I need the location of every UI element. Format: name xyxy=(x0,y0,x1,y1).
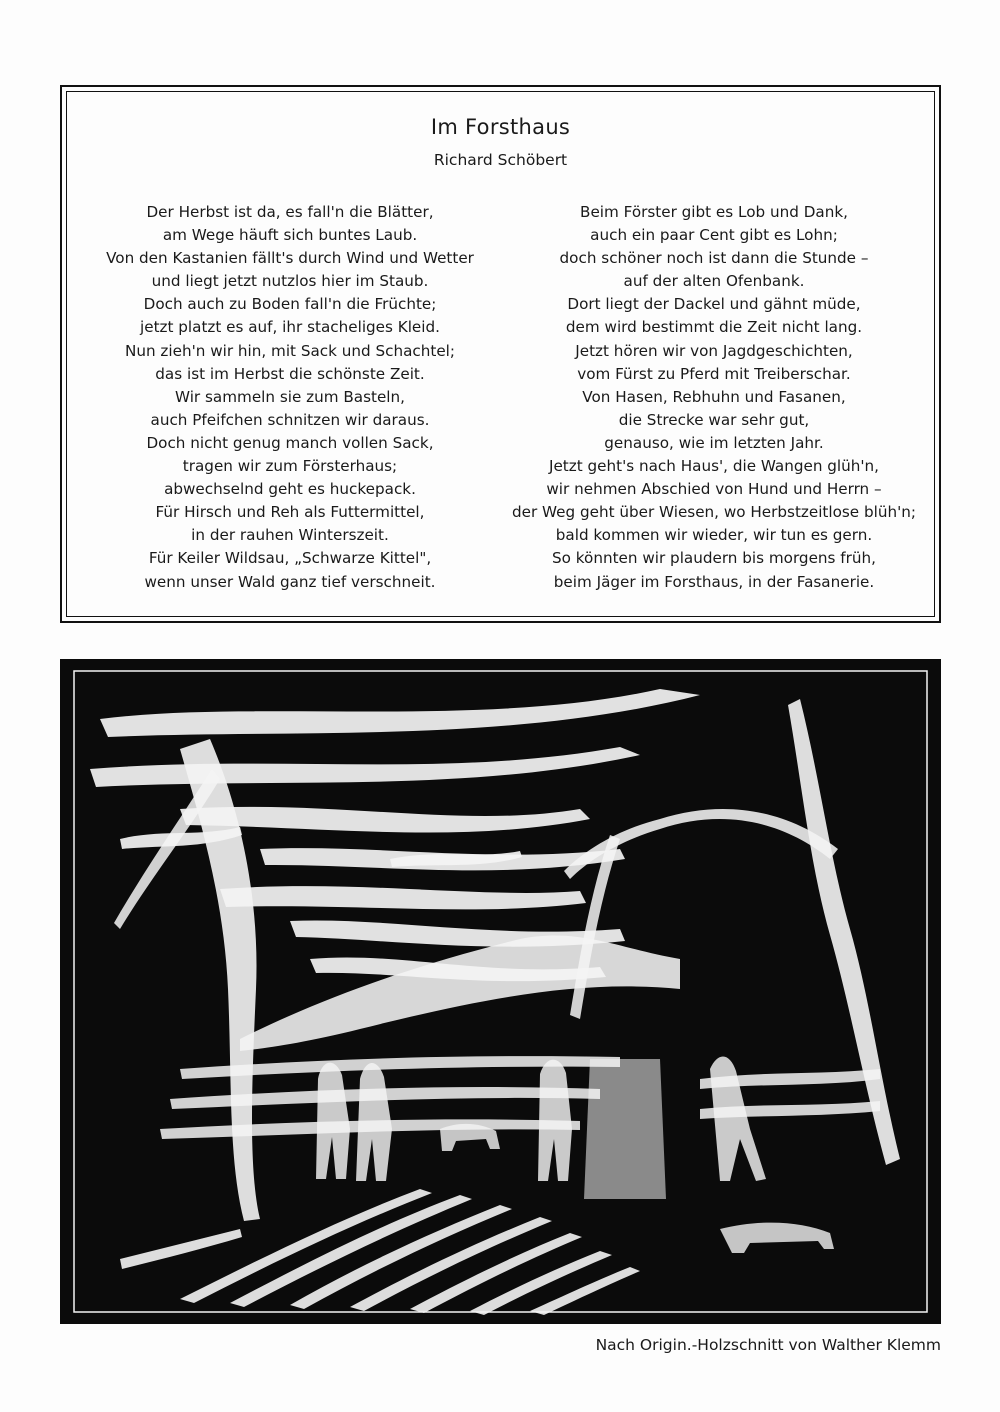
poem-line: auf der alten Ofenbank. xyxy=(623,272,805,291)
poem-line: Nun zieh'n wir hin, mit Sack und Schachtel; xyxy=(124,341,456,360)
poem-line: doch schöner noch ist dann die Stunde – xyxy=(559,249,869,268)
poem-line: Von Hasen, Rebhuhn und Fasanen, xyxy=(582,387,846,406)
poem-line: Jetzt geht's nach Haus', die Wangen glüh'n, xyxy=(548,457,880,476)
poem-line: Doch auch zu Boden fall'n die Früchte; xyxy=(143,295,437,314)
poem-line: Wir sammeln sie zum Basteln, xyxy=(175,387,405,406)
poem-line: Für Hirsch und Reh als Futtermittel, xyxy=(155,503,425,522)
poem-line: der Weg geht über Wiesen, wo Herbstzeitlose blüh'n; xyxy=(511,503,917,522)
poem-line: die Strecke war sehr gut, xyxy=(618,410,810,429)
poem-line: bald kommen wir wieder, wir tun es gern. xyxy=(555,526,873,545)
poem-line: Beim Förster gibt es Lob und Dank, xyxy=(580,203,848,221)
poem-title: Im Forsthaus xyxy=(430,115,571,139)
poem-left-column xyxy=(80,201,500,594)
poem-line: auch Pfeifchen schnitzen wir daraus. xyxy=(150,410,430,429)
poem-right-column xyxy=(494,201,934,594)
poem-line: genauso, wie im letzten Jahr. xyxy=(604,433,824,452)
poem-line: So könnten wir plaudern bis morgens früh, xyxy=(552,549,876,568)
woodcut-illustration xyxy=(60,659,941,1324)
poem-line: dem wird bestimmt die Zeit nicht lang. xyxy=(565,318,863,337)
poem-line: beim Jäger im Forsthaus, in der Fasanerie. xyxy=(553,572,875,591)
poem-line: Der Herbst ist da, es fall'n die Blätter, xyxy=(146,203,434,221)
poem-line: wenn unser Wald ganz tief verschneit. xyxy=(144,572,436,591)
poem-author: Richard Schöbert xyxy=(433,151,568,169)
poem-frame xyxy=(60,85,941,623)
poem-line: Dort liegt der Dackel und gähnt müde, xyxy=(567,295,861,314)
poem-line: auch ein paar Cent gibt es Lohn; xyxy=(590,226,838,245)
poem-line: in der rauhen Winterszeit. xyxy=(191,526,389,545)
illustration-caption: Nach Origin.-Holzschnitt von Walther Klemm xyxy=(595,1336,941,1354)
poem-line: am Wege häuft sich buntes Laub. xyxy=(162,226,418,245)
poem-line: Jetzt hören wir von Jagdgeschichten, xyxy=(575,341,853,360)
corn-stack xyxy=(584,1059,666,1199)
poem-line: das ist im Herbst die schönste Zeit. xyxy=(155,364,425,383)
poem-line: Für Keiler Wildsau, „Schwarze Kittel", xyxy=(148,549,432,568)
poem-line: Doch nicht genug manch vollen Sack, xyxy=(146,433,434,452)
poem-line: abwechselnd geht es huckepack. xyxy=(164,480,416,499)
poem-line: tragen wir zum Försterhaus; xyxy=(182,457,398,476)
woodcut-svg xyxy=(60,659,941,1324)
poem-line: wir nehmen Abschied von Hund und Herrn – xyxy=(546,480,882,499)
poem-line: vom Fürst zu Pferd mit Treiberschar. xyxy=(577,364,851,383)
poem-line: Von den Kastanien fällt's durch Wind und Wetter xyxy=(106,249,474,268)
poem-line: und liegt jetzt nutzlos hier im Staub. xyxy=(151,272,429,291)
poem-line: jetzt platzt es auf, ihr stacheliges Kleid. xyxy=(140,318,440,337)
